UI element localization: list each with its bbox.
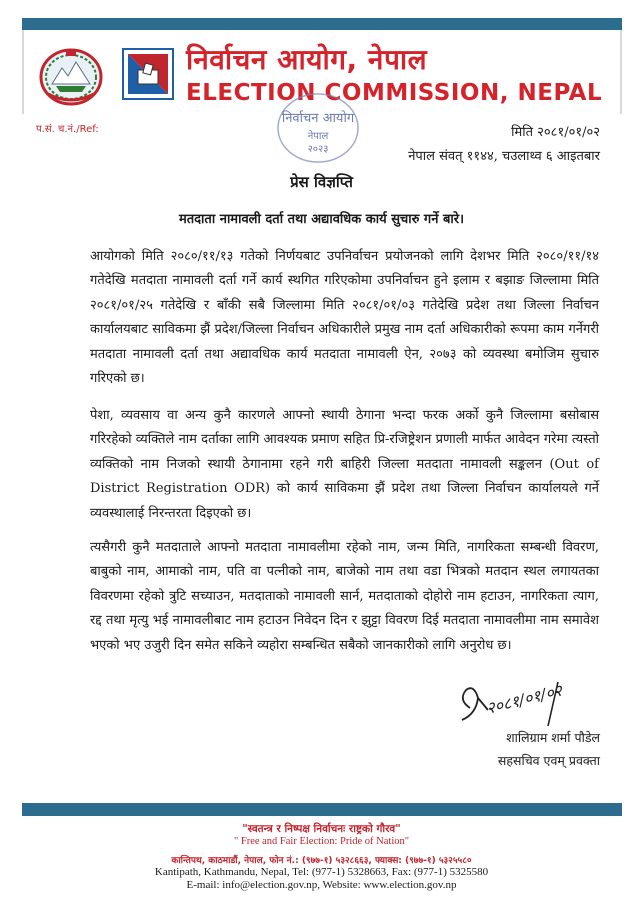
signature-date: २०८१/०१/०२ xyxy=(484,680,565,718)
reference-label: प.सं. च.नं./Ref: xyxy=(36,124,99,135)
official-stamp xyxy=(270,92,365,172)
header-top-bar xyxy=(22,18,622,30)
subject-line: मतदाता नामावली दर्ता तथा अद्यावधिक कार्य सुचारु गर्ने बारे। xyxy=(178,212,465,227)
commission-title-english: ELECTION COMMISSION, NEPAL xyxy=(186,80,603,106)
date-bs: मिति २०८१/०१/०२ xyxy=(511,125,600,140)
footer-address-nepali: कान्तिपथ, काठमाडौं, नेपाल, फोन नं.: (९७७-१) ५३२८६६३, फ्याक्स: (९७७-१) ५३२५५८० xyxy=(171,856,472,866)
commission-title-nepali: निर्वाचन आयोग, नेपाल xyxy=(186,43,428,76)
signatory-name: शालिग्राम शर्मा पौडेल xyxy=(506,730,600,745)
footer-bar xyxy=(22,803,622,816)
stamp-line-3: २०२३ xyxy=(307,144,329,155)
body-paragraph-1: आयोगको मिति २०८०/११/१३ गतेको निर्णयबाट उपनिर्वाचन प्रयोजनको लागि देशभर मिति २०८०/११/१४ गतेदेखि मतदाता नामावली दर्ता गर्ने कार्य स्थगित गरिएकोमा उपनिर्वाचन हुने इलाम र बझाङ जिल्लामा मिति २०८१/०१/२५ गतेदेखि र बाँकी सबै जिल्लामा मिति २०८१/०१/०३ गतेदेखि प्रदेश तथा जिल्ला निर्वाचन कार्यालयबाट साविकमा झैं प्रदेश/जिल्ला निर्वाचन अधिकारीले प्रमुख नाम दर्ता अधिकारीको रूपमा काम गर्नेगरी मतदाता नामावली दर्ता तथा अद्यावधिक कार्य मतदाता नामावली ऐन, २०७३ को व्यवस्था बमोजिम सुचारु गरिएको छ। xyxy=(90,249,599,387)
signatory-title: सहसचिव एवम् प्रवक्ता xyxy=(497,753,600,768)
press-release-heading: प्रेस विज्ञप्ति xyxy=(290,173,353,191)
footer-motto-nepali: "स्वतन्त्र र निष्पक्ष निर्वाचनः राष्ट्रको गौरव" xyxy=(242,823,401,835)
nepal-emblem-icon xyxy=(38,44,104,106)
election-commission-logo xyxy=(122,48,174,100)
footer-address-english: Kantipath, Kathmandu, Nepal, Tel: (977-1) 5328663, Fax: (977-1) 5325580 xyxy=(154,866,489,878)
footer-motto-english: " Free and Fair Election: Pride of Nation" xyxy=(233,836,410,847)
stamp-line-1: निर्वाचन आयोग xyxy=(281,111,355,126)
ballot-box-icon xyxy=(124,50,172,98)
footer-contact: E-mail: info@election.gov.np, Website: www.election.gov.np xyxy=(186,879,457,891)
body-paragraph-3: त्यसैगरी कुनै मतदाताले आफ्नो मतदाता नामावलीमा रहेको नाम, जन्म मिति, नागरिकता सम्बन्धी विवरण, बाबुको नाम, आमाको नाम, पति वा पत्नीको नाम, बाजेको नाम तथा वडा भित्रको मतदान स्थल लगायतका विवरणमा रहेको त्रुटि सच्याउन, मतदाताको नामावली सार्न, मतदाताको दोहोरो नाम हटाउन, नागरिकता त्याग, रद्द तथा मृत्यु भई नामावलीबाट नाम हटाउन निवेदन दिन र झुट्टा विवरण दिई मतदाता नामावलीमा नाम समावेश भएको भए उजुरी दिन समेत सकिने व्यहोरा सम्बन्धित सबैको जानकारीको लागि अनुरोध छ। xyxy=(90,540,599,653)
date-nepal-sambat: नेपाल संवत् ११४४, चउलाथ्व ६ आइतबार xyxy=(408,149,600,164)
body-paragraph-2: पेशा, व्यवसाय वा अन्य कुनै कारणले आफ्नो स्थायी ठेगाना भन्दा फरक अर्को कुनै जिल्लामा बसोबास गरिरहेको व्यक्तिले नाम दर्ताका लागि आवश्यक प्रमाण सहित प्रि-रजिष्ट्रेशन प्रणाली मार्फत आवेदन गरेमा त्यस्तो व्यक्तिको नाम निजको स्थायी ठेगानामा रहने गरी बाहिरी जिल्ला मतदाता नामावली सङ्कलन (Out of District Registration ODR) को कार्य साविकमा झैं प्रदेश तथा जिल्ला निर्वाचन कार्यालयले गर्ने व्यवस्थालाई निरन्तरता दिइएको छ। xyxy=(90,408,599,521)
stamp-line-2: नेपाल xyxy=(307,131,329,142)
